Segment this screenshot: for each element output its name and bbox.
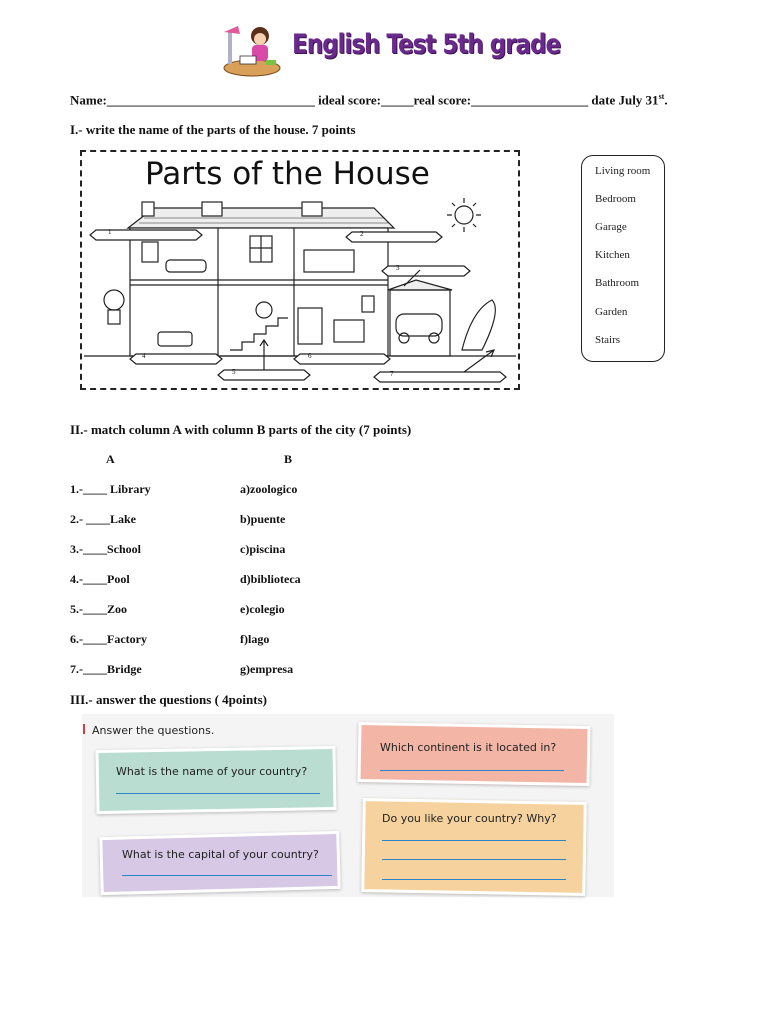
match-item-a: 5.-____Zoo — [70, 602, 127, 616]
answer-line[interactable] — [116, 793, 320, 794]
house-label-2: 2 — [360, 230, 364, 238]
question-capital: What is the capital of your country? — [122, 848, 319, 861]
match-item-a: 3.-____School — [70, 542, 142, 556]
word-bank-item: Garage — [595, 221, 627, 233]
date-end: . — [664, 92, 668, 108]
word-bank-item: Bathroom — [595, 277, 639, 289]
question-card-continent — [357, 722, 590, 786]
column-a-header: A — [106, 452, 115, 466]
answer-line[interactable] — [382, 840, 566, 841]
answer-line[interactable] — [122, 875, 332, 876]
house-illustration — [84, 190, 516, 386]
match-item-a: 7.-____Bridge — [70, 662, 142, 676]
house-label-5b: 5 — [232, 368, 236, 376]
question-like: Do you like your country? Why? — [382, 812, 557, 825]
house-label-3: 3 — [396, 264, 400, 272]
section-3-heading: III.- answer the questions ( 4points) — [70, 692, 267, 707]
match-item-b: e)colegio — [240, 602, 285, 616]
word-bank — [581, 155, 665, 362]
house-label-4: 4 — [142, 352, 146, 360]
word-bank-item: Bedroom — [595, 193, 636, 205]
student-info-line — [70, 92, 668, 108]
word-bank-item: Garden — [595, 306, 628, 318]
word-bank-item: Living room — [595, 165, 651, 177]
section-2-heading: II.- match column A with column B parts of the city (7 points) — [70, 422, 412, 437]
house-label-7: 7 — [390, 370, 394, 378]
house-label-1: 1 — [108, 228, 112, 236]
student-info-text: Name:________________________________ ideal score:_____real score:__________________ date July 31 — [70, 92, 659, 108]
match-item-b: g)empresa — [240, 662, 294, 676]
match-item-b: f)lago — [240, 632, 270, 646]
match-item-a: 4.-____Pool — [70, 572, 130, 586]
question-card-capital — [99, 831, 340, 895]
word-bank-item: Kitchen — [595, 249, 630, 261]
questions-instruction: Answer the questions. — [92, 724, 215, 737]
match-item-a: 6.-____Factory — [70, 632, 147, 646]
word-bank-item: Stairs — [595, 334, 621, 346]
girl-reading-logo — [220, 22, 284, 78]
question-card-country — [95, 746, 336, 814]
answer-line[interactable] — [380, 770, 564, 771]
match-item-a: 2.- ____Lake — [70, 512, 136, 526]
house-illustration-title: Parts of the House — [145, 156, 430, 192]
house-label-6: 6 — [308, 352, 312, 360]
match-item-b: b)puente — [240, 512, 286, 526]
question-country: What is the name of your country? — [116, 765, 308, 778]
match-item-b: c)piscina — [240, 542, 286, 556]
match-item-a: 1.-____ Library — [70, 482, 151, 496]
date-suffix: st — [658, 92, 665, 101]
section-1-heading: I.- write the name of the parts of the house. 7 points — [70, 122, 356, 137]
answer-line[interactable] — [382, 859, 566, 860]
question-continent: Which continent is it located in? — [380, 741, 557, 754]
test-title: English Test 5th grade — [292, 30, 561, 60]
column-b-header: B — [284, 452, 293, 466]
bullet-mark — [83, 724, 85, 734]
match-item-b: a)zoologico — [240, 482, 298, 496]
answer-line[interactable] — [382, 879, 566, 880]
match-item-b: d)biblioteca — [240, 572, 301, 586]
